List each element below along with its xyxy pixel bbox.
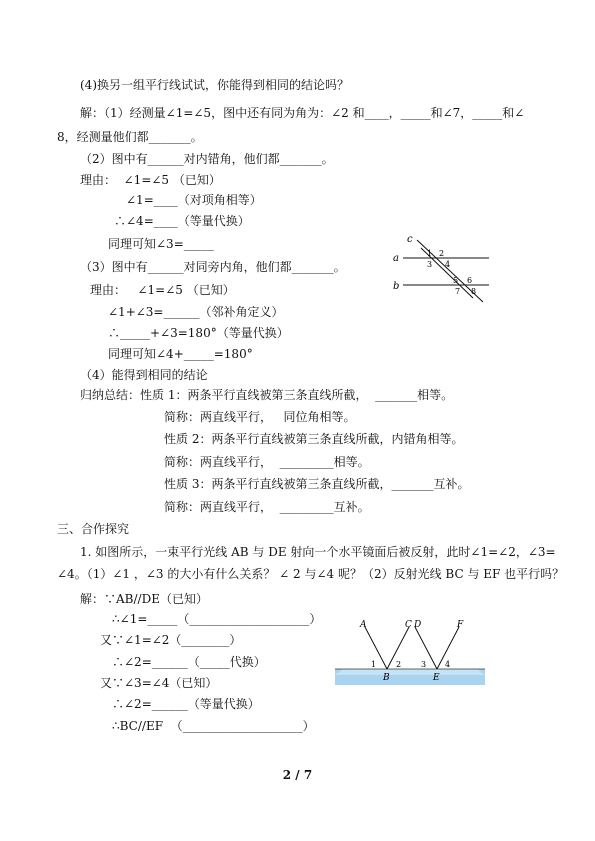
answer-line: （2）图中有______对内错角，他们都_______。 xyxy=(80,152,334,166)
reason-line: ∴_____+∠3=180°（等量代换） xyxy=(108,326,289,340)
answer-line: （3）图中有______对同旁内角，他们都_______。 xyxy=(80,260,346,274)
point-b-label: B xyxy=(383,673,390,683)
parallel-lines-figure xyxy=(385,228,495,308)
label-b: b xyxy=(393,281,400,292)
angle-label-5: 5 xyxy=(453,276,459,285)
solution-line: ∴∠2=______（等量代换） xyxy=(112,697,260,711)
point-e-label: E xyxy=(433,673,440,683)
page-number: 2 / 7 xyxy=(282,768,313,782)
angle-label-1: 1 xyxy=(427,249,433,258)
problem-text: 1. 如图所示，一束平行光线 AB 与 DE 射向一个水平镜面后被反射，此时∠1=∠2，∠3= xyxy=(80,545,556,559)
summary-line: 归纳总结：性质 1：两条平行直线被第三条直线所截， _______相等。 xyxy=(80,388,454,402)
reason-line: ∠1=____（对项角相等） xyxy=(126,193,262,207)
solution-line: ∴BC//EF （____________________） xyxy=(112,719,315,733)
solution-line: ∴∠2=______（_____代换） xyxy=(112,655,266,669)
angle-label-1: 1 xyxy=(371,660,377,669)
angle-label-6: 6 xyxy=(467,276,473,285)
summary-line: 简称：两直线平行， 同位角相等。 xyxy=(164,410,356,424)
summary-line: 简称：两直线平行， _________相等。 xyxy=(164,455,370,469)
reason-line: 理由： ∠1=∠5 （已知） xyxy=(80,173,221,187)
solution-line: ∴∠1=_____（____________________） xyxy=(112,612,322,626)
angle-label-2: 2 xyxy=(439,249,445,258)
point-d-label: D xyxy=(414,620,422,630)
solution-line: 又∵∠3=∠4（已知） xyxy=(100,676,218,690)
angle-label-7: 7 xyxy=(455,287,461,296)
angle-label-3: 3 xyxy=(427,260,433,269)
solution-line: 解：∵AB//DE（已知） xyxy=(80,592,208,606)
answer-line: 8，经测量他们都_______。 xyxy=(57,130,203,144)
mirror-top-face xyxy=(335,669,485,675)
question-4-prompt: (4)换另一组平行线试试，你能得到相同的结论吗？ xyxy=(80,78,349,92)
reason-line: 同理可知∠4+_____=180° xyxy=(108,347,253,361)
point-f-label: F xyxy=(457,620,464,630)
problem-text: ∠4。（1）∠1 ，∠3 的大小有什么关系？ ∠ 2 与∠4 呢？（2）反射光线 BC 与 EF 也平行吗？ xyxy=(57,567,565,581)
summary-line: 性质 2：两条平行直线被第三条直线所截，内错角相等。 xyxy=(164,432,464,446)
angle-label-2: 2 xyxy=(396,660,402,669)
reason-line: 理由： ∠1=∠5 （已知） xyxy=(90,283,235,297)
reason-line: ∠1+∠3=______（邻补角定义） xyxy=(108,305,284,319)
label-a: a xyxy=(393,253,399,264)
answer-line: （4）能得到相同的结论 xyxy=(80,368,208,382)
mirror-reflection-figure xyxy=(335,617,485,685)
summary-line: 简称：两直线平行， _________互补。 xyxy=(164,500,370,514)
reason-line: ∴∠4=____（等量代换） xyxy=(114,214,250,228)
section-heading: 三、合作探究 xyxy=(57,522,130,536)
summary-line: 性质 3：两条平行直线被第三条直线所截，_______互补。 xyxy=(164,477,470,491)
angle-label-8: 8 xyxy=(471,287,477,296)
label-c: c xyxy=(407,234,413,245)
angle-label-3: 3 xyxy=(421,660,427,669)
answer-line: 解：（1）经测量∠1=∠5，图中还有同为角为：∠2 和____，_____和∠7，_____和∠ xyxy=(80,106,525,120)
solution-line: 又∵∠1=∠2（________） xyxy=(100,633,242,647)
point-c-label: C xyxy=(405,620,412,630)
point-a-label: A xyxy=(360,620,367,630)
angle-label-4: 4 xyxy=(445,260,451,269)
reason-line: 同理可知∠3=_____ xyxy=(108,237,214,251)
angle-label-4: 4 xyxy=(445,660,451,669)
